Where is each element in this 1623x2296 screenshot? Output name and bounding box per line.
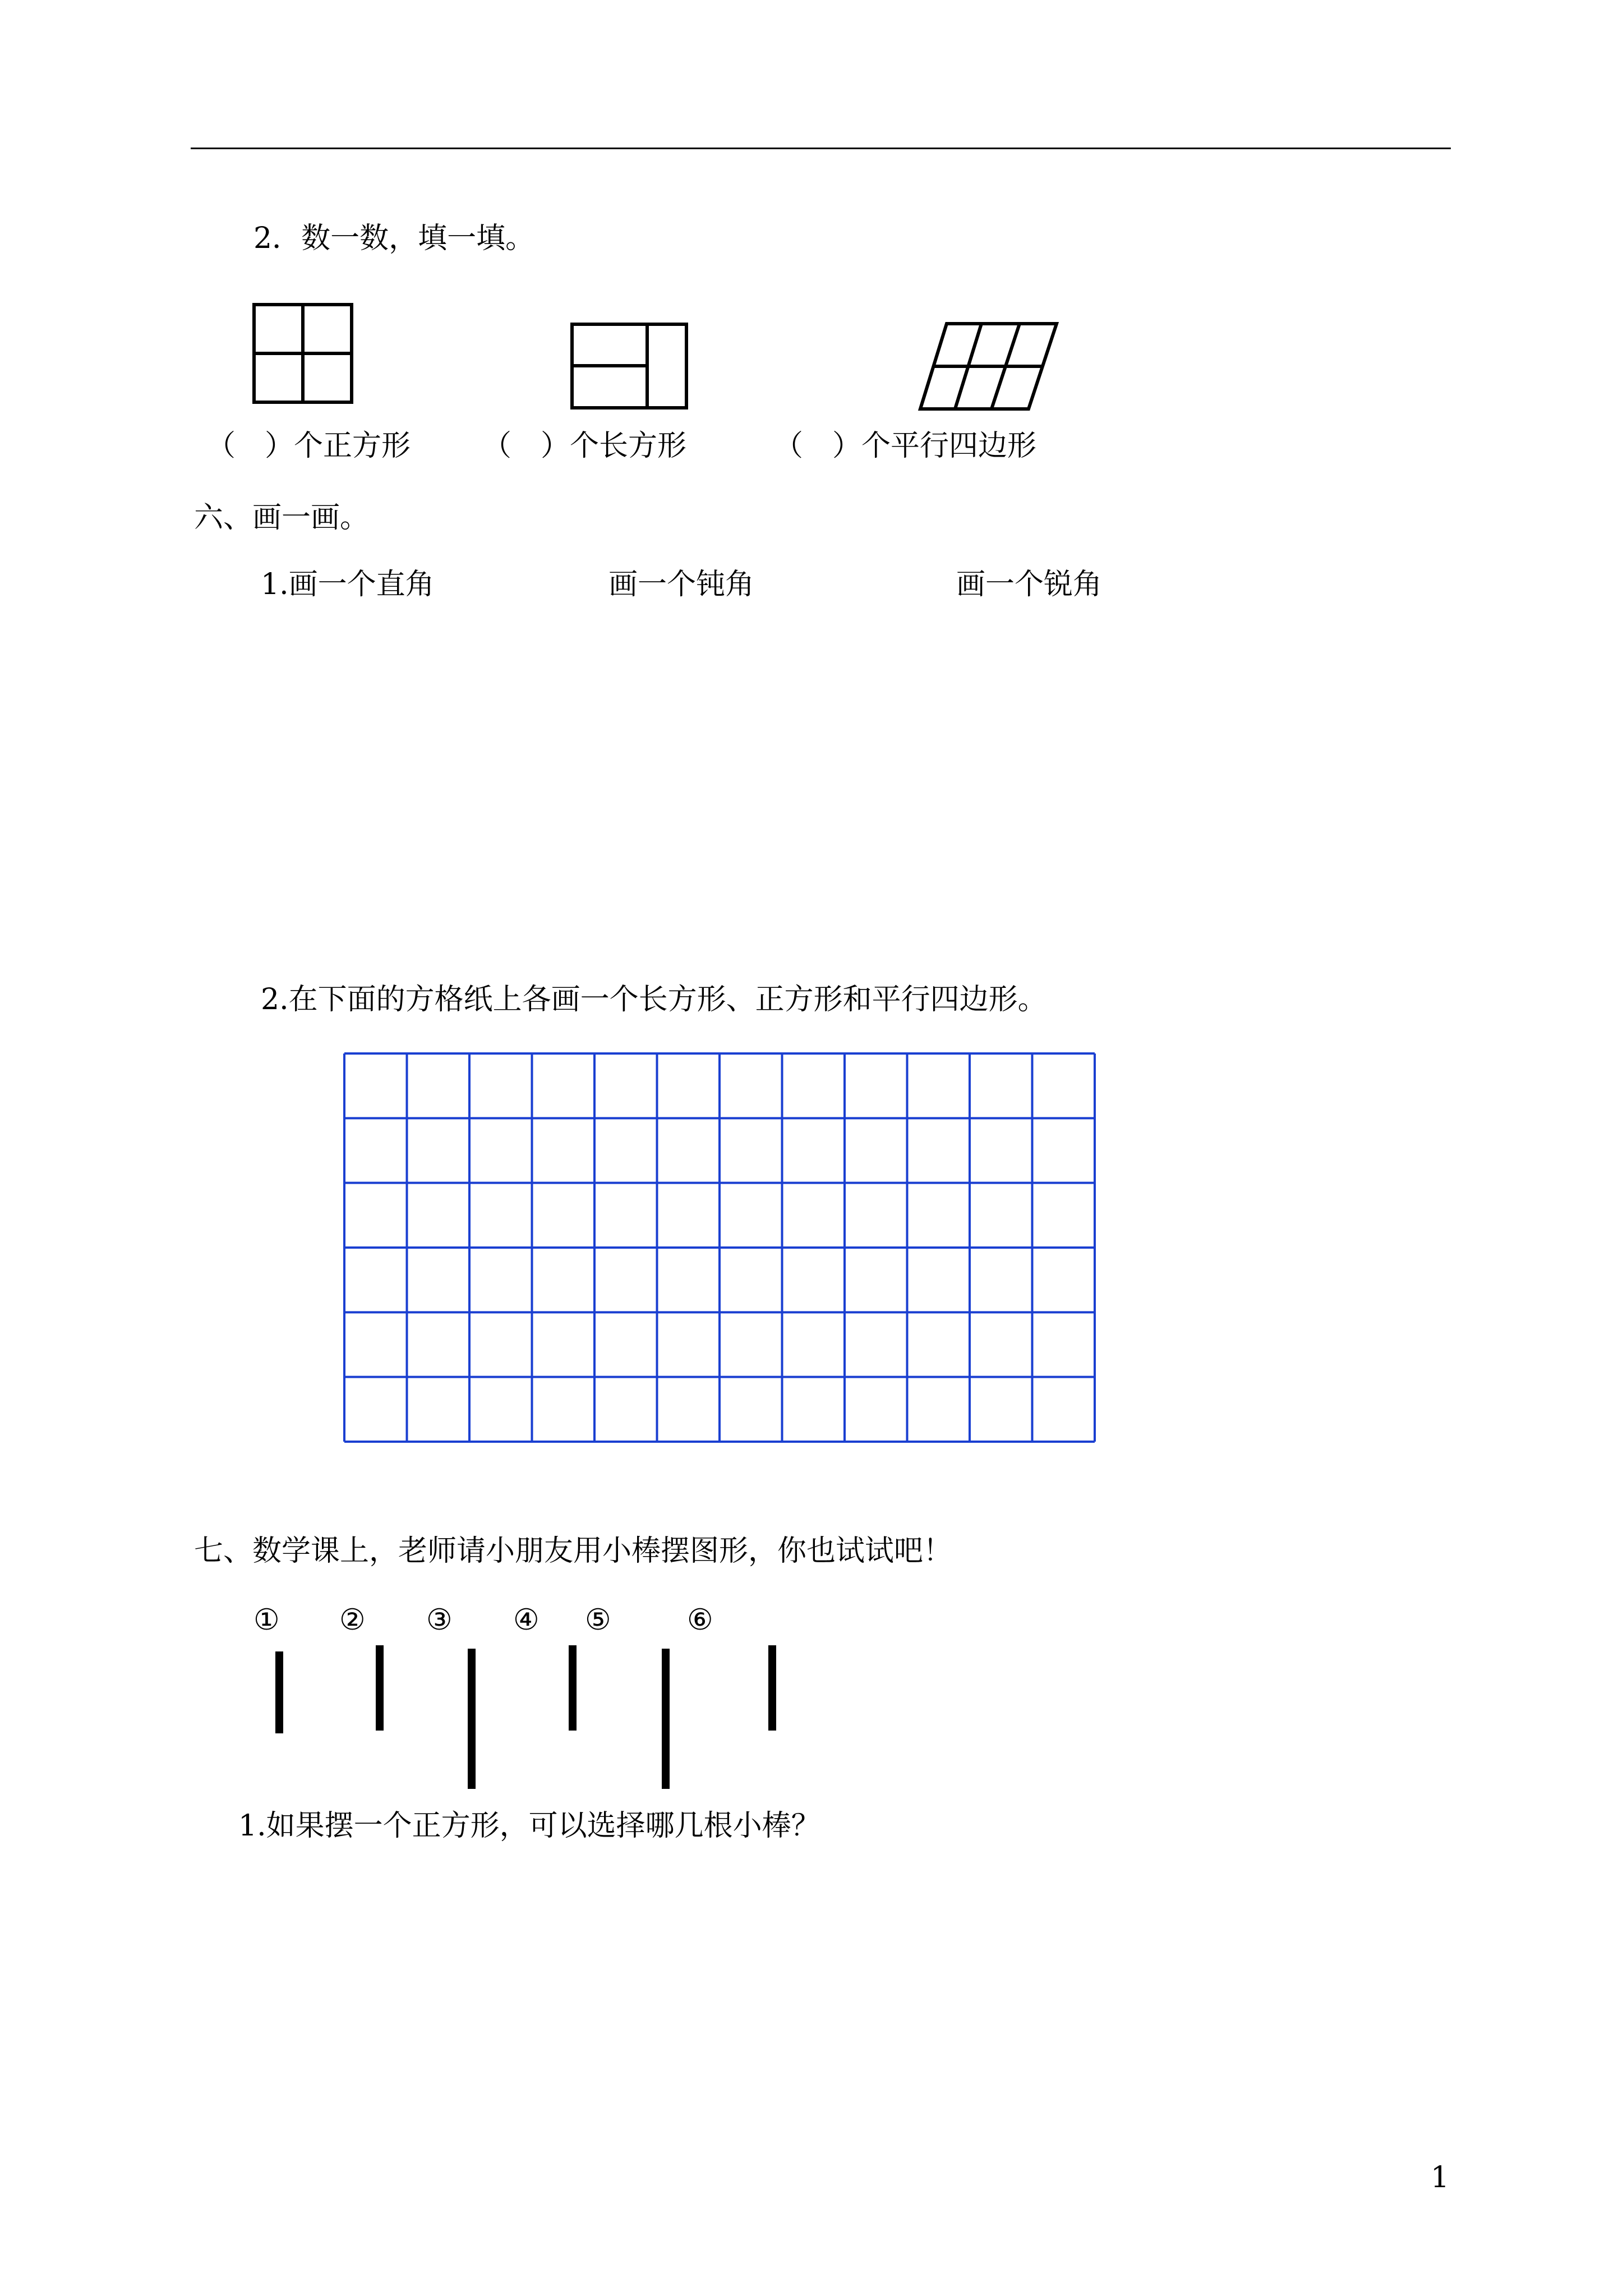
draw-right-angle: 1.画一个直角 xyxy=(261,568,435,601)
section6-title: 六、画一画。 xyxy=(194,501,370,535)
stick-label-5: ⑤ xyxy=(585,1603,611,1637)
stick-label-6: ⑥ xyxy=(687,1603,713,1637)
section7-title: 七、数学课上，老师请小朋友用小棒摆图形，你也试试吧！ xyxy=(194,1534,953,1568)
grid-instruction: 2.在下面的方格纸上各画一个长方形、正方形和平行四边形。 xyxy=(261,983,1047,1016)
square-count-label: （ ）个正方形 xyxy=(206,429,411,463)
stick-label-3: ③ xyxy=(426,1603,453,1637)
stick-label-1: ① xyxy=(253,1603,280,1637)
q2-title: 2．数一数，填一填。 xyxy=(253,222,535,255)
stick-label-4: ④ xyxy=(513,1603,540,1637)
stick-1 xyxy=(275,1651,283,1733)
question-square-sticks: 1.如果摆一个正方形，可以选择哪几根小棒？ xyxy=(238,1809,820,1843)
stick-3 xyxy=(468,1649,476,1789)
stick-5 xyxy=(662,1649,670,1789)
page-number: 1 xyxy=(1431,2161,1450,2194)
stick-2 xyxy=(376,1645,384,1731)
stick-6 xyxy=(768,1645,776,1731)
parallelogram-count-label: （ ）个平行四边形 xyxy=(774,429,1037,463)
rectangle-count-label: （ ）个长方形 xyxy=(482,429,687,463)
draw-obtuse-angle: 画一个钝角 xyxy=(608,568,755,601)
stick-label-2: ② xyxy=(339,1603,366,1637)
draw-acute-angle: 画一个锐角 xyxy=(956,568,1103,601)
stick-4 xyxy=(569,1645,577,1731)
